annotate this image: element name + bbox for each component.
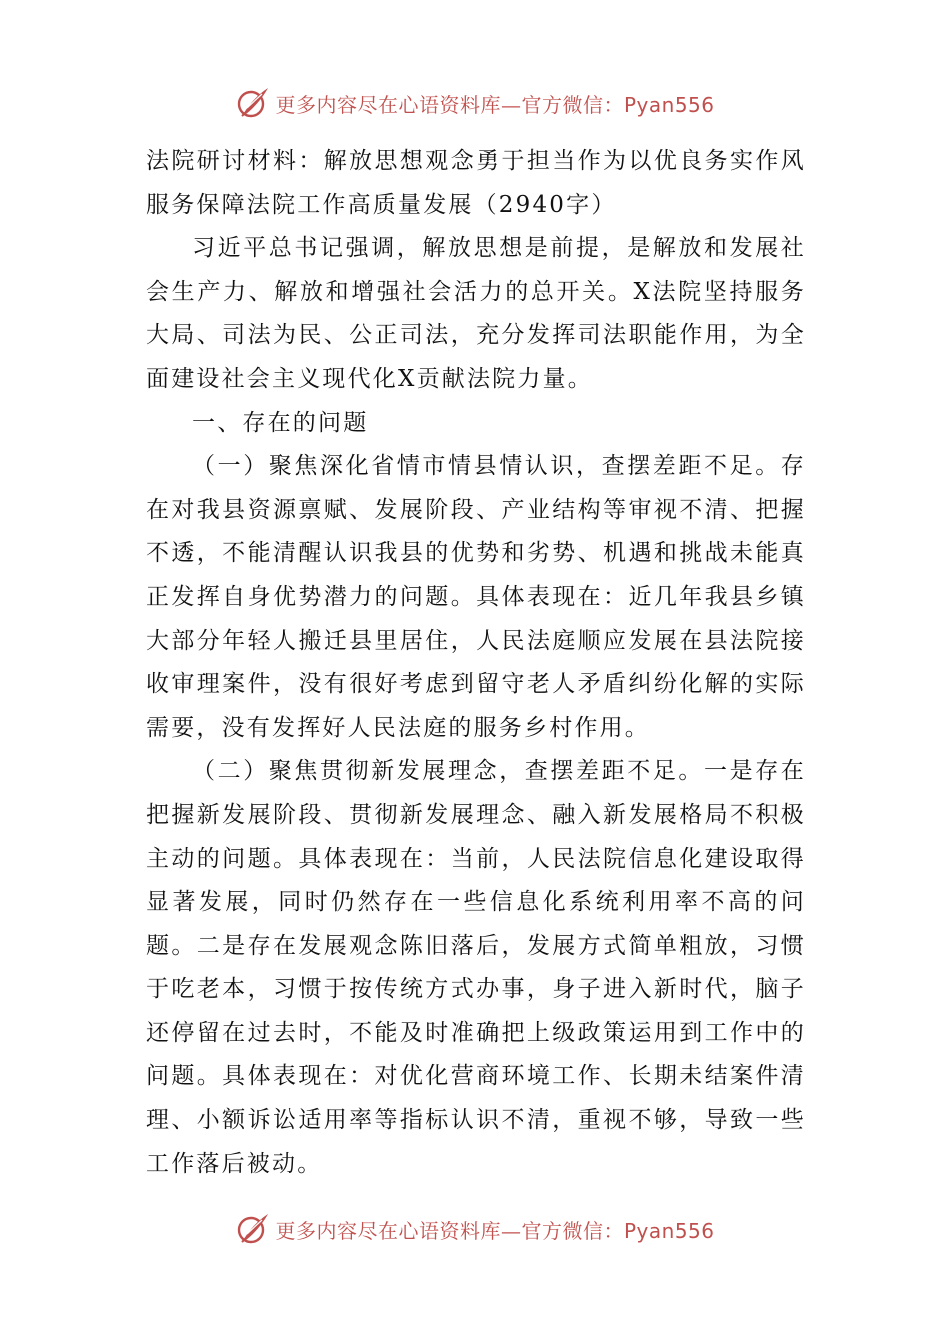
header-watermark [0, 83, 950, 123]
section-heading-problems: 一、存在的问题 [192, 409, 369, 436]
document-title: 法院研讨材料：解放思想观念勇于担当作为以优良务实作风服务保障法院工作高质量发展（2940字） [146, 148, 806, 218]
paragraph-point-1: （一）聚焦深化省情市情县情认识，查摆差距不足。存在对我县资源禀赋、发展阶段、产业结构等审视不清、把握不透，不能清醒认识我县的优势和劣势、机遇和挑战未能真正发挥自身优势潜力的问题。具体表现在：近几年我县乡镇大部分年轻人搬迁县里居住，人民法庭顺应发展在县法院接收审理案件，没有很好考虑到留守老人矛盾纠纷化解的实际需要，没有发挥好人民法庭的服务乡村作用。 [146, 453, 806, 741]
watermark-text: 更多内容尽在心语资料库—官方微信：Pyan556 [275, 1218, 715, 1243]
quill-logo-icon [235, 85, 271, 121]
paragraph-intro: 习近平总书记强调，解放思想是前提，是解放和发展社会生产力、解放和增强社会活力的总开关。X法院坚持服务大局、司法为民、公正司法，充分发挥司法职能作用，为全面建设社会主义现代化X贡献法院力量。 [146, 235, 806, 392]
watermark-text: 更多内容尽在心语资料库—官方微信：Pyan556 [275, 92, 715, 117]
watermark-wechat-id: Pyan556 [623, 92, 715, 117]
watermark-wechat-id: Pyan556 [623, 1218, 715, 1243]
document-body [146, 140, 806, 1186]
quill-logo-icon [235, 1211, 271, 1247]
paragraph-point-2: （二）聚焦贯彻新发展理念，查摆差距不足。一是存在把握新发展阶段、贯彻新发展理念、融入新发展格局不积极主动的问题。具体表现在：当前，人民法院信息化建设取得显著发展，同时仍然存在一些信息化系统利用率不高的问题。二是存在发展观念陈旧落后，发展方式简单粗放，习惯于吃老本，习惯于按传统方式办事，身子进入新时代，脑子还停留在过去时，不能及时准确把上级政策运用到工作中的问题。具体表现在：对优化营商环境工作、长期未结案件清理、小额诉讼适用率等指标认识不清，重视不够，导致一些工作落后被动。 [146, 758, 806, 1177]
footer-watermark [0, 1209, 950, 1249]
